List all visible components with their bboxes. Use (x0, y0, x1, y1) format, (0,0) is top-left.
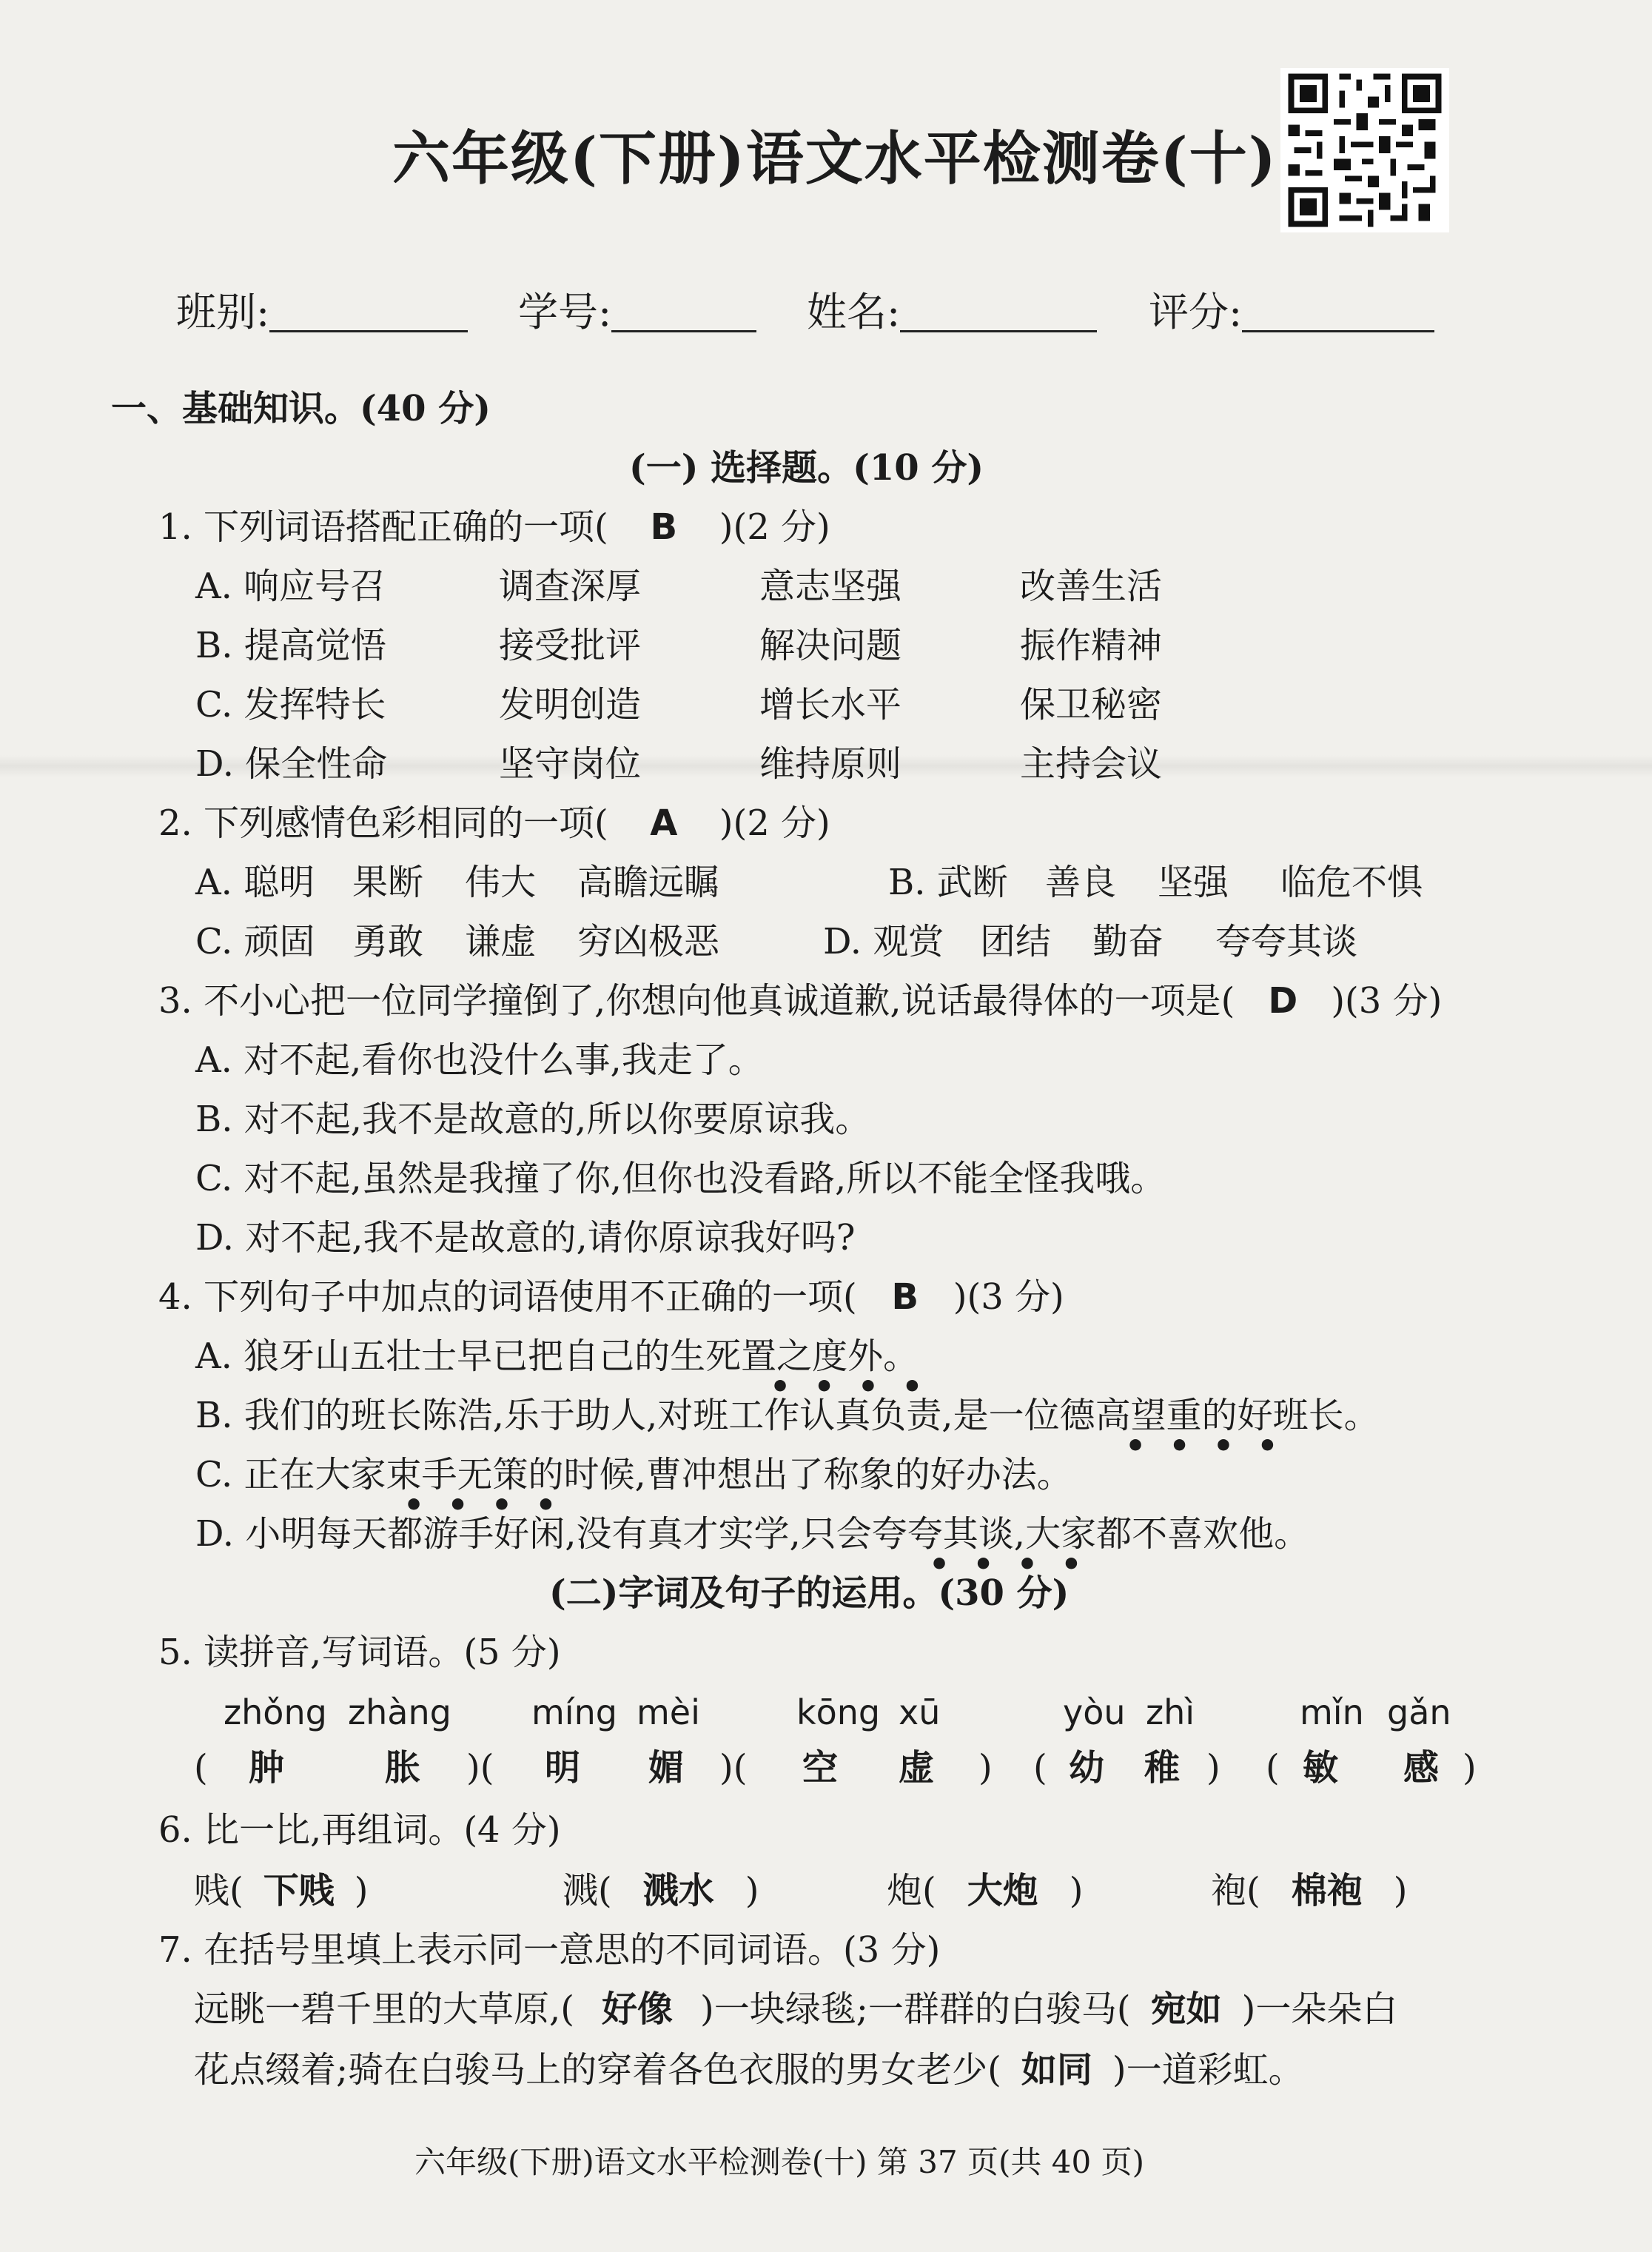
q2-option-b (888, 862, 1423, 903)
page-footer: 六年级(下册)语文水平检测卷(十) 第 37 页(共 40 页) (414, 2144, 1144, 2180)
q1-word: 保卫秘密 (1020, 684, 1163, 725)
question-points: )(2 分) (719, 506, 830, 548)
q1-option-row (195, 743, 1163, 785)
q1-option-row (195, 566, 1163, 607)
q2-word: 善良 (1045, 862, 1117, 903)
pinyin: xū (899, 1692, 941, 1732)
q1-word: 意志坚强 (759, 566, 902, 607)
pinyin: yòu (1063, 1692, 1126, 1732)
q6-answer: 溅水 (642, 1870, 714, 1911)
q2-word: 勇敢 (352, 921, 424, 962)
q1-word: D. 保全性命 (195, 743, 388, 785)
q1-word: 调查深厚 (499, 566, 642, 607)
question-3 (158, 980, 1443, 1022)
q2-word: A. 聪明 (195, 862, 315, 903)
question-6: 6. 比一比,再组词。(4 分) (158, 1809, 561, 1851)
q2-word: B. 武断 (888, 862, 1008, 903)
q2-word: C. 顽固 (195, 921, 315, 962)
question-stem: 1. 下列词语搭配正确的一项( (158, 506, 608, 548)
q6-item (563, 1870, 759, 1911)
answer-paren: ) (978, 1747, 993, 1789)
pinyin: mǐn (1300, 1692, 1364, 1732)
emphasis-dots: • • • • (403, 1487, 563, 1524)
answer-paren: ( (194, 1747, 208, 1789)
question-7: 7. 在括号里填上表示同一意思的不同词语。(3 分) (158, 1929, 941, 1971)
emphasis-dots: • • • • (1125, 1427, 1284, 1465)
q2-word: 坚强 (1158, 862, 1229, 903)
q1-word: 振作精神 (1020, 625, 1163, 666)
q6-char: 贱( (194, 1870, 244, 1911)
class-field (176, 287, 468, 335)
q6-char: 袍( (1211, 1870, 1260, 1911)
q3-option: D. 对不起,我不是故意的,请你原谅我好吗? (195, 1217, 856, 1259)
emphasis-dots: • • • • (929, 1546, 1088, 1584)
q6-close: ) (1069, 1870, 1084, 1911)
q7-answer: 宛如 (1150, 1988, 1222, 2030)
q2-word: 穷凶极恶 (577, 921, 720, 962)
answer-paren: )( (466, 1747, 494, 1789)
q5-answer: 胀 (385, 1747, 421, 1789)
question-answer: D (1268, 980, 1298, 1022)
q1-option-row (195, 684, 1163, 725)
page-title: 六年级(下册)语文水平检测卷(十) (392, 125, 1277, 192)
q2-word: 团结 (980, 921, 1052, 962)
q2-word: 伟大 (465, 862, 537, 903)
q6-item (194, 1870, 369, 1911)
q7-answer: 好像 (601, 1988, 673, 2030)
question-answer: B (650, 506, 678, 548)
q1-word: 维持原则 (759, 743, 902, 785)
score-label: 评分: (1149, 289, 1243, 335)
q7-line-2 (194, 2049, 1304, 2091)
q7-answer: 如同 (1021, 2049, 1092, 2091)
q7-line-1 (194, 1988, 1398, 2030)
name-field (807, 287, 1097, 335)
answer-paren: ) (1206, 1747, 1220, 1789)
q1-word: 解决问题 (759, 625, 902, 666)
emphasis-dots: • • • • (770, 1368, 929, 1406)
q6-answer: 下贱 (263, 1870, 335, 1911)
q5-answer: 空 (802, 1747, 839, 1789)
section-title: 一、基础知识。(40 分) (111, 388, 491, 429)
question-points: )(3 分) (953, 1276, 1064, 1318)
q2-word: 果断 (352, 862, 424, 903)
q7-text: )一道彩虹。 (1112, 2049, 1304, 2091)
answer-paren: ) (1463, 1747, 1477, 1789)
score-blank[interactable] (1242, 287, 1434, 332)
q2-option-d (823, 921, 1358, 962)
q2-word: 高瞻远瞩 (577, 862, 720, 903)
name-label: 姓名: (807, 289, 901, 335)
q1-word: 改善生活 (1020, 566, 1163, 607)
class-blank[interactable] (269, 287, 468, 332)
pinyin: zhì (1146, 1692, 1195, 1732)
answer-paren: ( (1033, 1747, 1047, 1789)
pinyin: míng (531, 1692, 617, 1732)
q5-answer: 幼 (1069, 1747, 1105, 1789)
q2-word: 临危不惧 (1280, 862, 1423, 903)
q7-text: )一块绿毯;一群群的白骏马( (700, 1988, 1131, 2030)
answer-paren: ( (1266, 1747, 1280, 1789)
q5-answer: 肿 (249, 1747, 285, 1789)
class-label: 班别: (176, 289, 270, 335)
q2-option-c (195, 921, 720, 962)
q7-text: 远眺一碧千里的大草原,( (194, 1988, 574, 2030)
question-points: )(2 分) (719, 802, 830, 844)
qr-code-icon (1280, 68, 1449, 232)
question-stem: 3. 不小心把一位同学撞倒了,你想向他真诚道歉,说话最得体的一项是( (158, 980, 1235, 1022)
answer-paren: )( (719, 1747, 748, 1789)
q4-option: B. 我们的班长陈浩,乐于助人,对班工作认真负责,是一位德高望重的好班长。 (195, 1395, 1380, 1436)
q5-answer: 虚 (899, 1747, 935, 1789)
q6-char: 炮( (887, 1870, 936, 1911)
question-points: )(3 分) (1331, 980, 1443, 1022)
q1-word: B. 提高觉悟 (195, 625, 386, 666)
score-field (1149, 287, 1434, 335)
q2-word: 勤奋 (1092, 921, 1164, 962)
q1-option-row (195, 625, 1163, 666)
q2-word: 谦虚 (465, 921, 537, 962)
q5-answer: 感 (1403, 1747, 1440, 1789)
q5-answer: 稚 (1144, 1747, 1181, 1789)
question-5: 5. 读拼音,写词语。(5 分) (158, 1632, 561, 1673)
question-2 (158, 802, 830, 844)
q6-close: ) (354, 1870, 369, 1911)
pinyin: zhàng (348, 1692, 451, 1732)
pinyin: zhǒng (224, 1692, 327, 1732)
question-stem: 2. 下列感情色彩相同的一项( (158, 802, 608, 844)
q4-option: A. 狼牙山五壮士早已把自己的生死置之度外。 (195, 1336, 919, 1377)
q1-word: C. 发挥特长 (195, 684, 386, 725)
q4-option: D. 小明每天都游手好闲,没有真才实学,只会夸夸其谈,大家都不喜欢他。 (195, 1513, 1310, 1555)
q1-word: 坚守岗位 (499, 743, 642, 785)
student-id-label: 学号: (518, 289, 612, 335)
q2-option-a (195, 862, 720, 903)
student-id-blank[interactable] (611, 287, 756, 332)
q6-char: 溅( (563, 1870, 612, 1911)
q1-word: 发明创造 (499, 684, 642, 725)
q5-answer: 敏 (1303, 1747, 1339, 1789)
q7-text: )一朵朵白 (1241, 1988, 1398, 2030)
q3-option: B. 对不起,我不是故意的,所以你要原谅我。 (195, 1099, 871, 1140)
question-1 (158, 506, 830, 548)
q5-answer: 明 (545, 1747, 581, 1789)
q4-option: C. 正在大家束手无策的时候,曹冲想出了称象的好办法。 (195, 1454, 1072, 1495)
q2-word: D. 观赏 (823, 921, 944, 962)
q6-answer: 大炮 (967, 1870, 1038, 1911)
q1-word: 接受批评 (499, 625, 642, 666)
q6-answer: 棉袍 (1291, 1870, 1363, 1911)
question-answer: A (650, 802, 678, 844)
q6-close: ) (1393, 1870, 1408, 1911)
question-stem: 4. 下列句子中加点的词语使用不正确的一项( (158, 1276, 857, 1318)
q1-word: A. 响应号召 (195, 566, 386, 607)
subsection-title-choice: (一) 选择题。(10 分) (629, 447, 984, 489)
subsection-title-usage: (二)字词及句子的运用。(30 分) (549, 1572, 1070, 1614)
q6-item (887, 1870, 1084, 1911)
question-4 (158, 1276, 1064, 1318)
pinyin: gǎn (1387, 1692, 1451, 1732)
pinyin: kōng (796, 1692, 881, 1732)
pinyin: mèi (637, 1692, 700, 1732)
q5-answer: 媚 (648, 1747, 685, 1789)
q7-text: 花点缀着;骑在白骏马上的穿着各色衣服的男女老少( (194, 2049, 1001, 2091)
q2-word: 夸夸其谈 (1215, 921, 1358, 962)
q6-item (1211, 1870, 1408, 1911)
question-answer: B (891, 1276, 919, 1318)
name-blank[interactable] (900, 287, 1097, 332)
q3-option: A. 对不起,看你也没什么事,我走了。 (195, 1039, 764, 1081)
q1-word: 主持会议 (1020, 743, 1163, 785)
q3-option: C. 对不起,虽然是我撞了你,但你也没看路,所以不能全怪我哦。 (195, 1158, 1166, 1199)
q1-word: 增长水平 (759, 684, 902, 725)
q6-close: ) (745, 1870, 759, 1911)
student-id-field (518, 287, 756, 335)
